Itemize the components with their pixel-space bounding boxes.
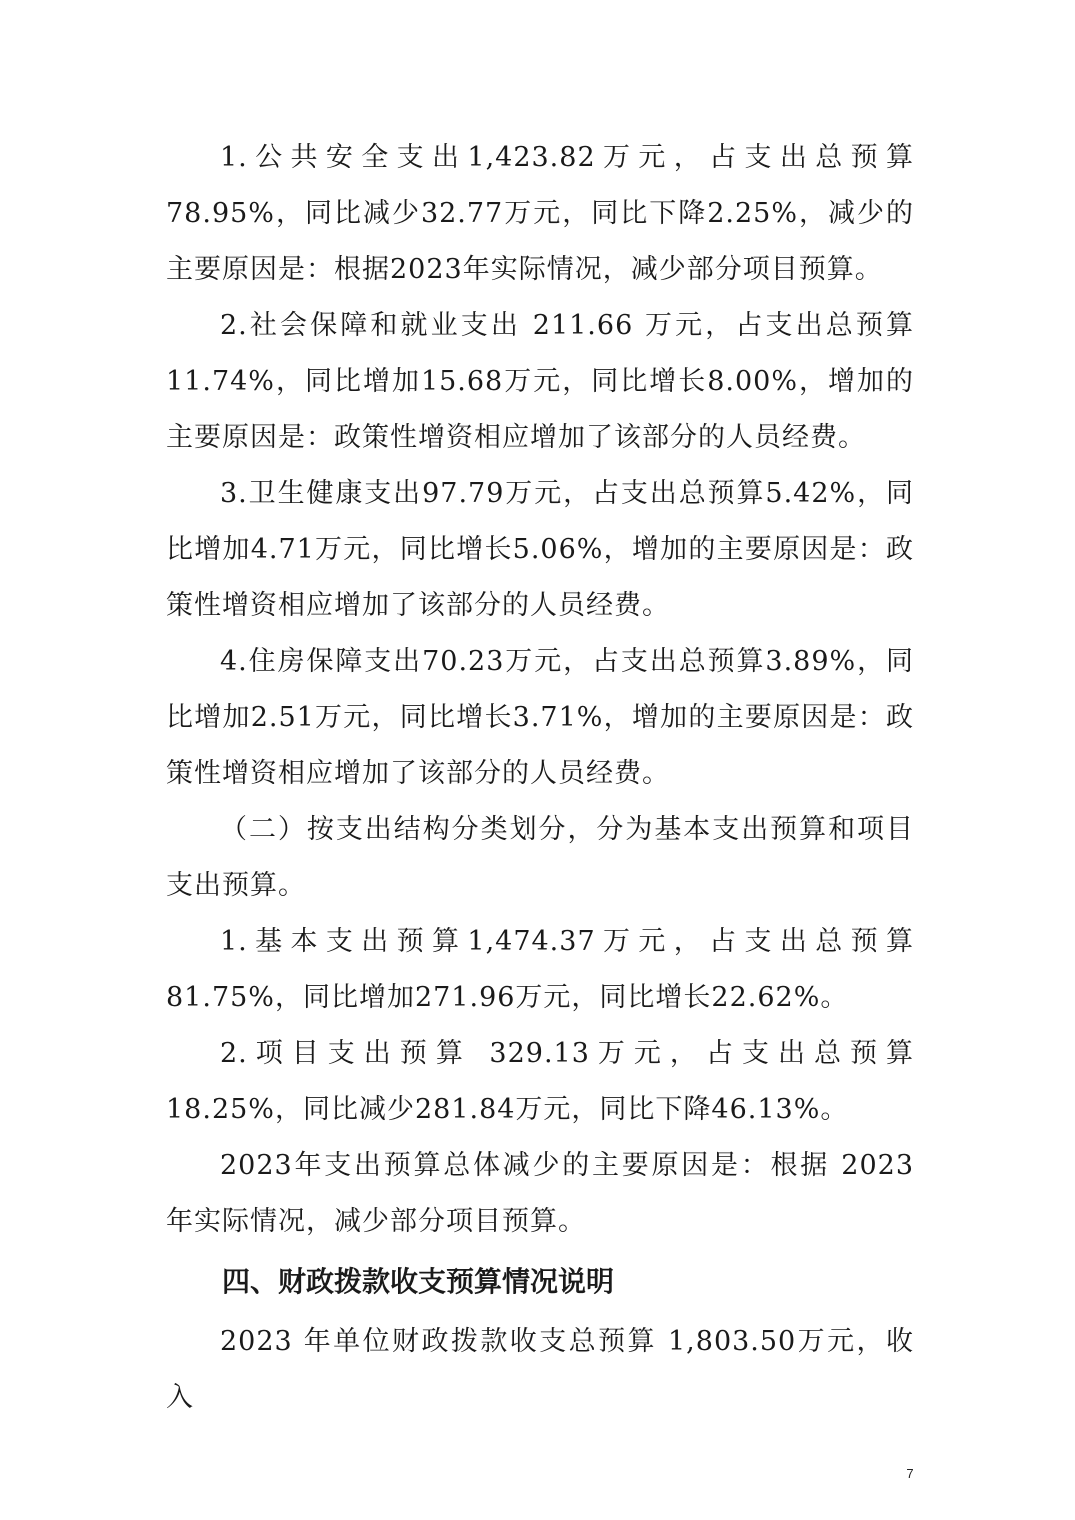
paragraph-structure-classification: （二）按支出结构分类划分，分为基本支出预算和项目支出预算。 (166, 814, 914, 901)
paragraph-health: 3.卫生健康支出97.79万元，占支出总预算5.42%，同比增加4.71万元，同比增长5.06%，增加的主要原因是：政策性增资相应增加了该部分的人员经费。 (166, 478, 914, 621)
paragraph-basic-expenditure: 1.基本支出预算1,474.37万元，占支出总预算81.75%，同比增加271.96万元，同比增长22.62%。 (166, 926, 914, 1013)
paragraph-social-security: 2.社会保障和就业支出 211.66 万元，占支出总预算11.74%，同比增加15.68万元，同比增长8.00%，增加的主要原因是：政策性增资相应增加了该部分的人员经费。 (166, 310, 914, 453)
section-heading: 四、财政拨款收支预算情况说明 (222, 1265, 615, 1298)
paragraph-project-expenditure: 2.项目支出预算 329.13万元，占支出总预算 18.25%，同比减少281.84万元，同比下降46.13%。 (166, 1038, 914, 1125)
paragraph-housing: 4.住房保障支出70.23万元，占支出总预算3.89%，同比增加2.51万元，同比增长3.71%，增加的主要原因是：政策性增资相应增加了该部分的人员经费。 (166, 646, 914, 789)
paragraph-public-security: 1.公共安全支出1,423.82万元，占支出总预算78.95%，同比减少32.77万元，同比下降2.25%，减少的主要原因是：根据2023年实际情况，减少部分项目预算。 (166, 142, 914, 285)
page-number: 7 (906, 1466, 914, 1481)
paragraph-fiscal-appropriation: 2023 年单位财政拨款收支总预算 1,803.50万元，收入 (166, 1326, 914, 1413)
paragraph-decrease-reason: 2023年支出预算总体减少的主要原因是：根据 2023 年实际情况，减少部分项目预算。 (166, 1150, 914, 1237)
